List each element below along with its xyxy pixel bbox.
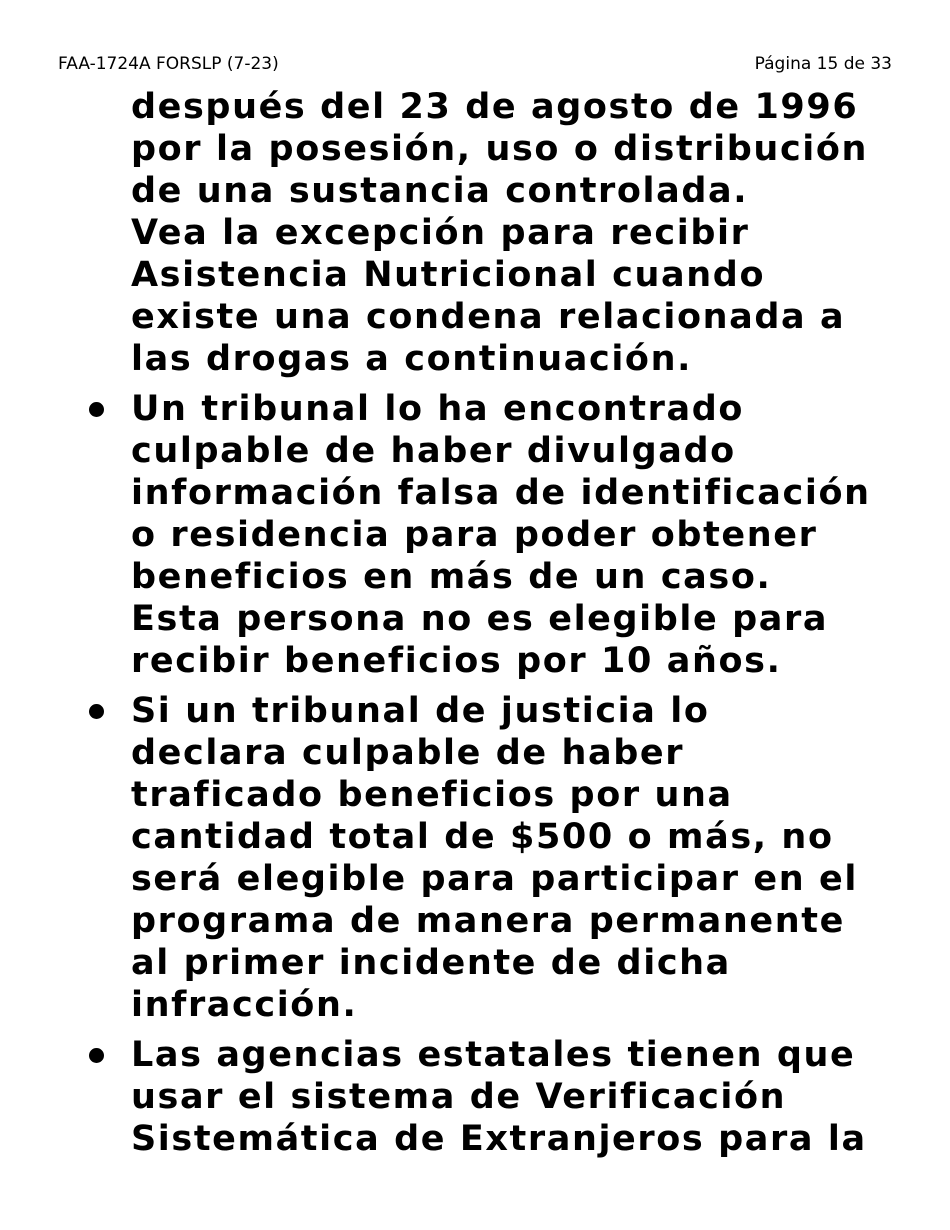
bullet-icon (86, 1034, 106, 1076)
text-line: las drogas a continuación. (131, 339, 692, 379)
text-line: Esta persona no es elegible para (131, 599, 829, 639)
bullet-item-false-identity (0, 388, 950, 682)
text-line: al primer incidente de dicha (131, 943, 731, 983)
text-line: cantidad total de $500 o más, no (131, 817, 834, 857)
form-id: FAA-1724A FORSLP (7-23) (58, 54, 279, 74)
bullet-icon (86, 690, 106, 732)
text-line: Un tribunal lo ha encontrado (131, 389, 745, 429)
text-line: o residencia para poder obtener (131, 515, 818, 555)
text-line: Sistemática de Extranjeros para la (131, 1119, 867, 1159)
bullet-item-trafficking (0, 690, 950, 1026)
text-line: declara culpable de haber (131, 733, 685, 773)
bullet-item-state-agencies (0, 1034, 950, 1160)
text-line: Vea la excepción para recibir (131, 213, 750, 253)
text-line: Asistencia Nutricional cuando (131, 255, 766, 295)
text-line: infracción. (131, 985, 358, 1025)
text-line: por la posesión, uso o distribución (131, 129, 869, 169)
text-line: después del 23 de agosto de 1996 (131, 87, 859, 127)
text-line: usar el sistema de Verificación (131, 1077, 787, 1117)
text-line: traficado beneficios por una (131, 775, 733, 815)
text-line: de una sustancia controlada. (131, 171, 749, 211)
text-line: culpable de haber divulgado (131, 431, 736, 471)
bullet-icon (86, 388, 106, 430)
continued-paragraph (0, 86, 950, 380)
text-line: información falsa de identificación (131, 473, 871, 513)
document-body (0, 86, 950, 1160)
text-line: beneficios en más de un caso. (131, 557, 772, 597)
page-header (58, 52, 892, 76)
text-line: Las agencias estatales tienen que (131, 1035, 856, 1075)
text-line: programa de manera permanente (131, 901, 845, 941)
page-number: Página 15 de 33 (754, 54, 892, 74)
text-line: Si un tribunal de justicia lo (131, 691, 710, 731)
text-line: recibir beneficios por 10 años. (131, 641, 782, 681)
text-line: existe una condena relacionada a (131, 297, 846, 337)
text-line: será elegible para participar en el (131, 859, 858, 899)
